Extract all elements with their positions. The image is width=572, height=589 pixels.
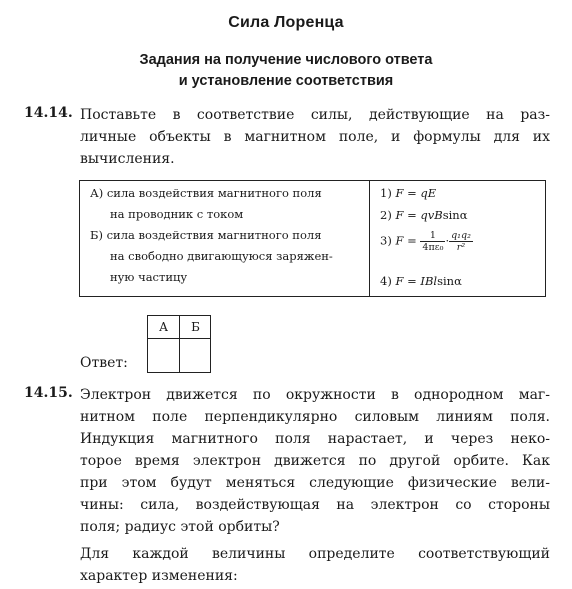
answer-label: Ответ: bbox=[80, 355, 128, 371]
fraction-2: $\frac{\text{q₁q₂}}{\text{r²}}$ bbox=[451, 230, 471, 253]
task-14-15-line-1: Электрон движется по окружности в однородном маг- bbox=[80, 387, 550, 403]
task-14-15-followup-1: Для каждой величины определите соответствующий bbox=[80, 546, 550, 562]
task-14-14-line-2: личные объекты в магнитном поле, и формулы для их bbox=[80, 129, 550, 145]
formula-3: 3) F = $\frac{1}{\text{4πε₀}}$ · $\frac{\text{q₁q₂}}{\text{r²}}$ bbox=[380, 230, 471, 253]
task-14-15-line-2: нитном поле перпендикулярно силовым линиям поля. bbox=[80, 409, 550, 425]
task-14-15-line-6: чины: сила, воздействующая на электрон со стороны bbox=[80, 497, 550, 513]
answer-grid-vline bbox=[179, 316, 180, 372]
matching-table bbox=[79, 180, 546, 297]
subtitle-line-1: Задания на получение числового ответа bbox=[139, 52, 433, 68]
formula-2: 2) F = qvBsinα bbox=[380, 208, 468, 222]
subtitle-line-2: и установление соответствия bbox=[178, 73, 394, 89]
formula-1: 1) F = qE bbox=[380, 186, 437, 200]
left-item-b-line-2: на свободно двигающуюся заряжен- bbox=[110, 249, 333, 263]
table-divider bbox=[369, 181, 370, 296]
left-item-b-line-3: ную частицу bbox=[110, 270, 188, 284]
left-item-a-line-2: на проводник с током bbox=[110, 207, 244, 221]
answer-header-a: А bbox=[158, 320, 169, 334]
task-14-14-line-3: вычисления. bbox=[80, 151, 175, 167]
task-14-14-line-1: Поставьте в соответствие силы, действующие на раз- bbox=[80, 107, 550, 123]
page-title: Сила Лоренца bbox=[228, 14, 344, 31]
task-14-15-line-5: при этом будут меняться следующие физические вели- bbox=[80, 475, 550, 491]
task-14-15-followup-2: характер изменения: bbox=[80, 568, 238, 584]
answer-grid-hline bbox=[148, 338, 210, 339]
answer-header-b: Б bbox=[191, 320, 200, 334]
task-number-14-15: 14.15. bbox=[24, 385, 73, 401]
task-14-15-line-7: поля; радиус этой орбиты? bbox=[80, 519, 280, 535]
task-14-15-line-3: Индукция магнитного поля нарастает, и через неко- bbox=[80, 431, 550, 447]
section-subtitle bbox=[0, 50, 572, 92]
task-number-14-14: 14.14. bbox=[24, 105, 73, 121]
fraction-1: $\frac{1}{\text{4πε₀}}$ bbox=[422, 230, 444, 253]
left-item-b-line-1: Б) сила воздействия магнитного поля bbox=[90, 228, 322, 242]
task-14-15-line-4: торое время электрон движется по другой орбите. Как bbox=[80, 453, 550, 469]
formula-4: 4) F = IBlsinα bbox=[380, 274, 462, 288]
left-item-a-line-1: А) сила воздействия магнитного поля bbox=[90, 186, 322, 200]
answer-grid bbox=[147, 315, 211, 373]
